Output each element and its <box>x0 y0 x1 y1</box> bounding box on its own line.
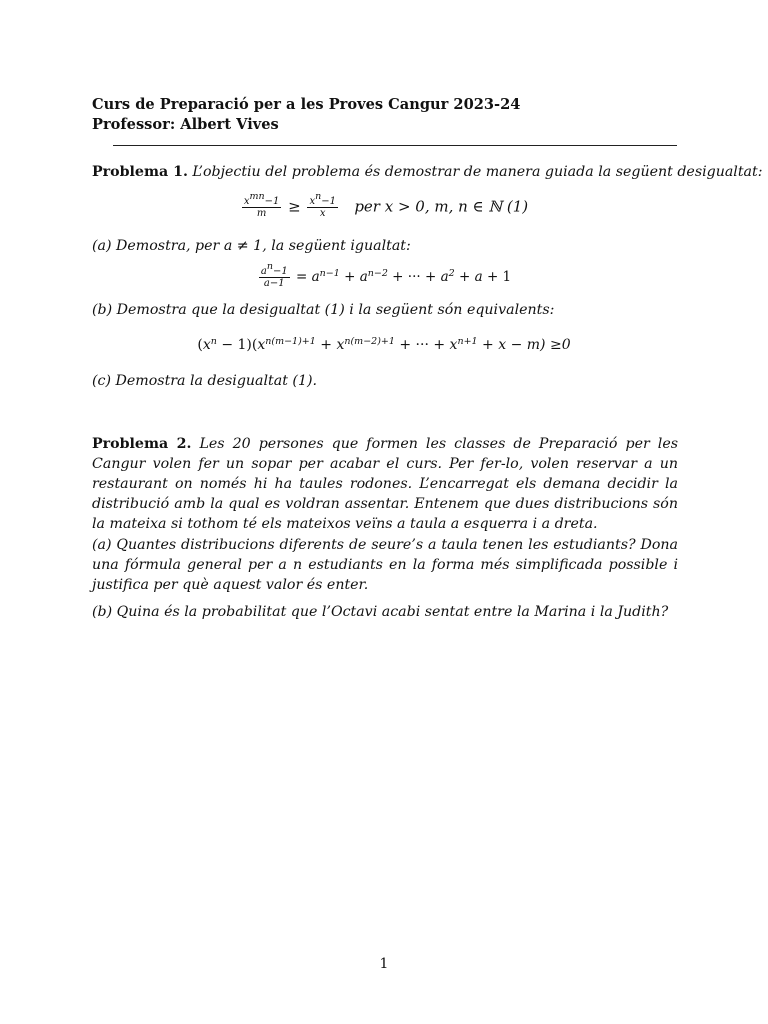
course-title: Curs de Preparació per a les Proves Cangur 2023-24 <box>92 96 521 113</box>
problem1-part-b: (b) Demostra que la desigualtat (1) i la següent són equivalents: <box>92 302 555 318</box>
lhs-fraction: $\frac{x^{mn}-1}{m}$ <box>243 190 280 219</box>
problem1-label: Problema 1. <box>92 164 188 180</box>
page-number: 1 <box>379 956 389 972</box>
problem2-part-b: (b) Quina és la probabilitat que l’Octavi acabi sentat entre la Marina i la Judith? <box>92 604 669 620</box>
main-inequality: $\frac{x^{mn}-1}{m}$ ≥ $\frac{x^n-1}{x}$ per x > 0, m, n ∈ ℕ (1) <box>243 190 529 219</box>
problem2-intro: Les 20 persones que formen les classes de Preparació per les Cangur volen fer un sopar per acabar el curs. Per fer-lo, volen reservar a un restaurant on només hi ha taules rodones. L’encarregat els demana decidir la distribució amb la qual es voldran assentar. Entenem que dues distribucions són la mateixa si tothom té els mateixos veïns a taula a esquerra i a dreta. <box>92 436 678 532</box>
problem1-intro: L’objectiu del problema és demostrar de manera guiada la següent desigualtat: <box>192 164 763 180</box>
header-divider <box>113 145 677 146</box>
problem1-part-c: (c) Demostra la desigualtat (1). <box>92 373 318 389</box>
identity-equation: $\frac{a^n-1}{a-1}$ = $a^{n-1} + a^{n-2}$ + ··· + $a^2 + a + 1$ <box>260 260 512 289</box>
problem2-part-a: (a) Quantes distribucions diferents de seure’s a taula tenen les estudiants? Dona una fórmula general per a n estudiants en la forma més simplificada possible i justifica per què aquest valor és enter. <box>92 537 678 593</box>
problem1-statement <box>92 164 763 180</box>
professor-line: Professor: Albert Vives <box>92 116 279 133</box>
problem2-statement <box>92 434 678 534</box>
rhs-fraction: $\frac{x^n-1}{x}$ <box>309 190 336 219</box>
problem2-label: Problema 2. <box>92 436 192 452</box>
equivalent-inequality: $(x^n - 1)(x^{n(m-1)+1} + x^{n(m-2)+1}$ + ··· + $x^{n+1} + x - m) \ge 0$ <box>197 335 571 353</box>
inequality-condition: per x > 0, m, n ∈ ℕ (1) <box>354 197 529 216</box>
problem1-part-a: (a) Demostra, per a ≠ 1, la següent igualtat: <box>92 238 411 254</box>
